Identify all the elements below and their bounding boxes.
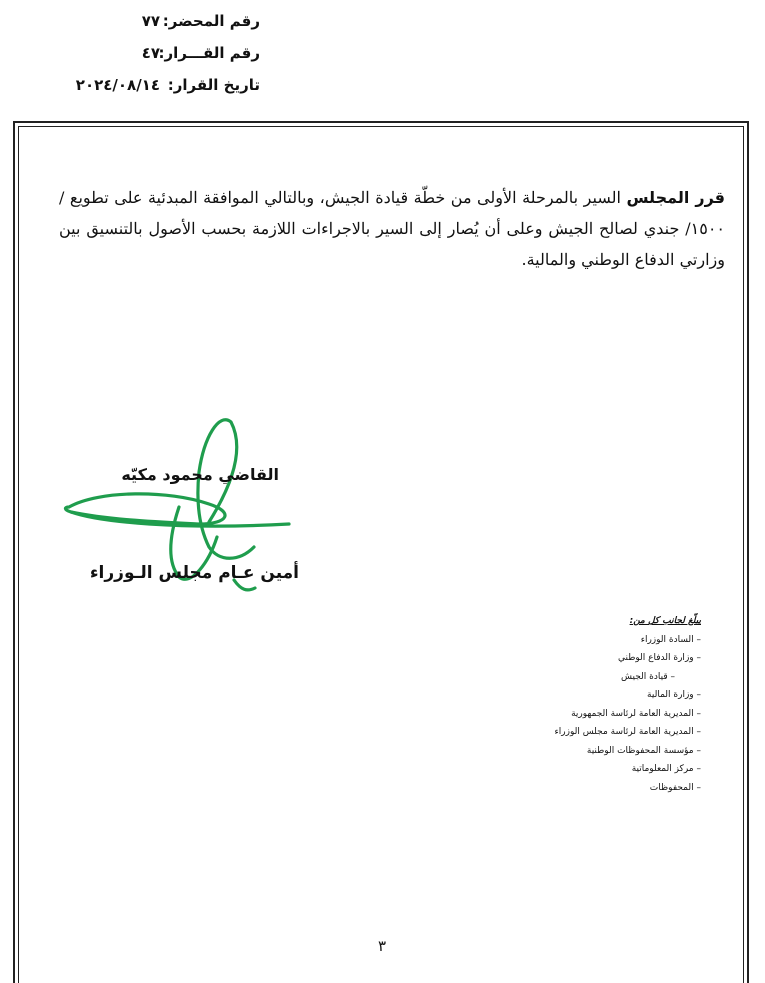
decision-date-label: تاريخ القرار: <box>167 76 260 94</box>
decision-date-row <box>40 76 260 98</box>
decision-number-value: ٤٧ <box>141 44 160 62</box>
distribution-item: – وزارة الدفاع الوطني <box>618 653 701 663</box>
distribution-item: – قيادة الجيش <box>621 671 675 682</box>
document-frame <box>13 121 749 983</box>
decision-lead: قرر المجلس <box>626 188 725 207</box>
distribution-item: – مركز المعلوماتية <box>631 764 701 774</box>
decision-date-value: ٢٠٢٤/٠٨/١٤ <box>75 76 160 94</box>
signatory-title: أمين عـام مجلس الـوزراء <box>89 563 299 583</box>
distribution-item: – المديرية العامة لرئاسة مجلس الوزراء <box>554 727 701 737</box>
distribution-item: – السادة الوزراء <box>640 634 701 645</box>
document-frame-inner <box>18 126 744 983</box>
decision-body: السير بالمرحلة الأولى من خطّة قيادة الجيش، وبالتالي الموافقة المبدئية على تطويع /١٥٠٠/ جندي لصالح الجيش وعلى أن يُصار إلى السير بالاجراءات اللازمة بحسب الأصول بالتنسيق بين وزارتي الدفاع الوطني والمالية. <box>59 188 725 269</box>
minutes-number-label: رقم المحضر: <box>162 12 260 30</box>
distribution-heading: يبلّغ لجانب كل من: <box>629 616 701 626</box>
decision-text <box>59 182 725 275</box>
distribution-list <box>501 612 701 797</box>
distribution-item: – مؤسسة المحفوظات الوطنية <box>586 745 701 756</box>
minutes-number-row <box>40 12 260 34</box>
decision-number-label: رقم القـــرار: <box>158 44 260 62</box>
decision-number-row <box>40 44 260 66</box>
distribution-item: – وزارة المالية <box>647 690 701 700</box>
signatory-name: القاضي محمود مكيّه <box>121 465 279 484</box>
distribution-item: – المديرية العامة لرئاسة الجمهورية <box>571 708 701 719</box>
minutes-number-value: ٧٧ <box>141 12 160 30</box>
distribution-item: – المحفوظات <box>649 782 701 793</box>
page-number: ٣ <box>377 937 387 955</box>
